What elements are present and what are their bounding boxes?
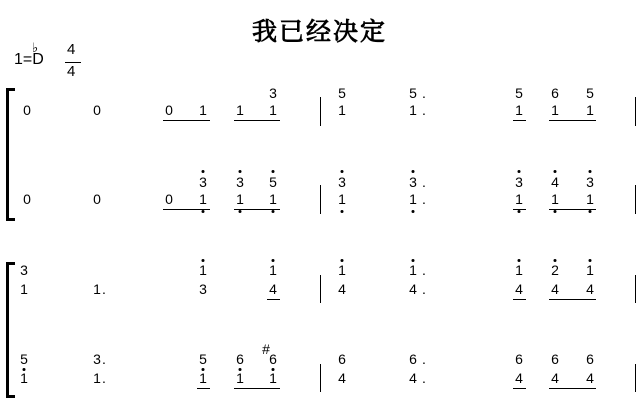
beam-underline bbox=[513, 299, 526, 300]
note: 4 bbox=[551, 174, 559, 190]
note: 5 bbox=[20, 351, 28, 367]
note: 1 bbox=[236, 191, 244, 207]
note: 4 bbox=[338, 370, 346, 386]
bar-line bbox=[635, 275, 636, 303]
note: 5 bbox=[199, 351, 207, 367]
note: 3 bbox=[199, 281, 207, 297]
time-signature-top: 4 bbox=[67, 41, 76, 58]
note: 5 bbox=[269, 174, 277, 190]
song-title: 我已经决定 bbox=[251, 17, 387, 46]
octave-dot bbox=[239, 170, 242, 173]
note: 3 bbox=[409, 174, 417, 190]
beam-underline bbox=[549, 209, 596, 210]
octave-dot bbox=[202, 170, 205, 173]
note: 4 bbox=[551, 281, 559, 297]
note: 0 bbox=[93, 102, 101, 118]
bar-line bbox=[320, 185, 321, 214]
note: 3 bbox=[93, 351, 101, 367]
note: . bbox=[102, 281, 106, 297]
note: 6 bbox=[409, 351, 417, 367]
note: 1 bbox=[586, 262, 594, 278]
note: 1 bbox=[199, 102, 207, 118]
note: 1 bbox=[515, 102, 523, 118]
note: . bbox=[422, 102, 426, 118]
note: 1 bbox=[269, 191, 277, 207]
note: 3 bbox=[236, 174, 244, 190]
note: 1 bbox=[338, 262, 346, 278]
note: 1 bbox=[236, 370, 244, 386]
note: 1 bbox=[338, 191, 346, 207]
note: 0 bbox=[93, 191, 101, 207]
note: . bbox=[422, 262, 426, 278]
note: 4 bbox=[269, 281, 277, 297]
note: 3 bbox=[586, 174, 594, 190]
note: 5 bbox=[338, 85, 346, 101]
beam-underline bbox=[549, 120, 596, 121]
note: . bbox=[422, 174, 426, 190]
note: 1 bbox=[236, 102, 244, 118]
sharp-sign: # bbox=[262, 341, 270, 357]
octave-dot bbox=[518, 259, 521, 262]
beam-underline bbox=[163, 209, 210, 210]
beam-underline bbox=[163, 120, 210, 121]
note: 1 bbox=[551, 102, 559, 118]
note: 5 bbox=[515, 85, 523, 101]
octave-dot bbox=[589, 259, 592, 262]
note: 3 bbox=[20, 262, 28, 278]
beam-underline bbox=[513, 120, 526, 121]
key-signature: 1=D bbox=[14, 51, 44, 68]
note: . bbox=[422, 370, 426, 386]
beam-underline bbox=[234, 120, 280, 121]
note: 1 bbox=[199, 370, 207, 386]
note: 4 bbox=[515, 370, 523, 386]
note: 6 bbox=[515, 351, 523, 367]
octave-dot bbox=[202, 368, 205, 371]
note: 3 bbox=[269, 85, 277, 101]
octave-dot bbox=[341, 259, 344, 262]
octave-dot bbox=[341, 210, 344, 213]
time-signature-bottom: 4 bbox=[67, 63, 76, 80]
beam-underline bbox=[513, 388, 526, 389]
note: 0 bbox=[165, 102, 173, 118]
note: 1 bbox=[515, 262, 523, 278]
octave-dot bbox=[412, 170, 415, 173]
octave-dot bbox=[272, 368, 275, 371]
note: 6 bbox=[338, 351, 346, 367]
note: 3 bbox=[515, 174, 523, 190]
note: 1 bbox=[515, 191, 523, 207]
bar-line bbox=[320, 275, 321, 303]
note: 0 bbox=[23, 191, 31, 207]
bar-line bbox=[635, 97, 636, 126]
note: 3 bbox=[199, 174, 207, 190]
system-bracket bbox=[6, 262, 15, 398]
note: 1 bbox=[586, 191, 594, 207]
note: 1 bbox=[409, 102, 417, 118]
flat-sign: ♭ bbox=[32, 40, 39, 55]
octave-dot bbox=[554, 259, 557, 262]
octave-dot bbox=[589, 170, 592, 173]
note: 1 bbox=[409, 191, 417, 207]
octave-dot bbox=[23, 368, 26, 371]
note: . bbox=[422, 281, 426, 297]
note: . bbox=[102, 370, 106, 386]
note: 1 bbox=[269, 102, 277, 118]
note: 4 bbox=[409, 281, 417, 297]
note: 1 bbox=[409, 262, 417, 278]
octave-dot bbox=[272, 259, 275, 262]
system-bracket bbox=[6, 88, 15, 221]
note: 2 bbox=[551, 262, 559, 278]
note: 6 bbox=[551, 351, 559, 367]
octave-dot bbox=[412, 210, 415, 213]
note: 5 bbox=[586, 85, 594, 101]
note: 1 bbox=[199, 262, 207, 278]
note: 4 bbox=[338, 281, 346, 297]
note: . bbox=[102, 351, 106, 367]
octave-dot bbox=[518, 170, 521, 173]
note: 4 bbox=[551, 370, 559, 386]
note: 4 bbox=[515, 281, 523, 297]
note: 0 bbox=[165, 191, 173, 207]
beam-underline bbox=[234, 388, 280, 389]
bar-line bbox=[635, 364, 636, 392]
note: 1 bbox=[20, 370, 28, 386]
note: 4 bbox=[409, 370, 417, 386]
note: 4 bbox=[586, 281, 594, 297]
beam-underline bbox=[549, 299, 596, 300]
octave-dot bbox=[239, 368, 242, 371]
octave-dot bbox=[554, 170, 557, 173]
note: . bbox=[422, 191, 426, 207]
note: . bbox=[422, 85, 426, 101]
note: 1 bbox=[93, 370, 101, 386]
bar-line bbox=[635, 185, 636, 214]
note: 1 bbox=[338, 102, 346, 118]
beam-underline bbox=[267, 299, 280, 300]
note: 5 bbox=[409, 85, 417, 101]
beam-underline bbox=[197, 388, 210, 389]
note: 6 bbox=[269, 351, 277, 367]
beam-underline bbox=[234, 209, 280, 210]
note: 1 bbox=[93, 281, 101, 297]
beam-underline bbox=[513, 209, 526, 210]
octave-dot bbox=[341, 170, 344, 173]
note: 1 bbox=[199, 191, 207, 207]
octave-dot bbox=[412, 259, 415, 262]
note: 4 bbox=[586, 370, 594, 386]
note: 1 bbox=[269, 262, 277, 278]
note: 1 bbox=[551, 191, 559, 207]
note: 1 bbox=[20, 281, 28, 297]
note: 1 bbox=[269, 370, 277, 386]
bar-line bbox=[320, 97, 321, 126]
octave-dot bbox=[272, 170, 275, 173]
note: 6 bbox=[236, 351, 244, 367]
bar-line bbox=[320, 364, 321, 392]
note: 6 bbox=[551, 85, 559, 101]
note: . bbox=[422, 351, 426, 367]
note: 3 bbox=[338, 174, 346, 190]
octave-dot bbox=[202, 259, 205, 262]
beam-underline bbox=[549, 388, 596, 389]
note: 6 bbox=[586, 351, 594, 367]
note: 0 bbox=[23, 102, 31, 118]
note: 1 bbox=[586, 102, 594, 118]
